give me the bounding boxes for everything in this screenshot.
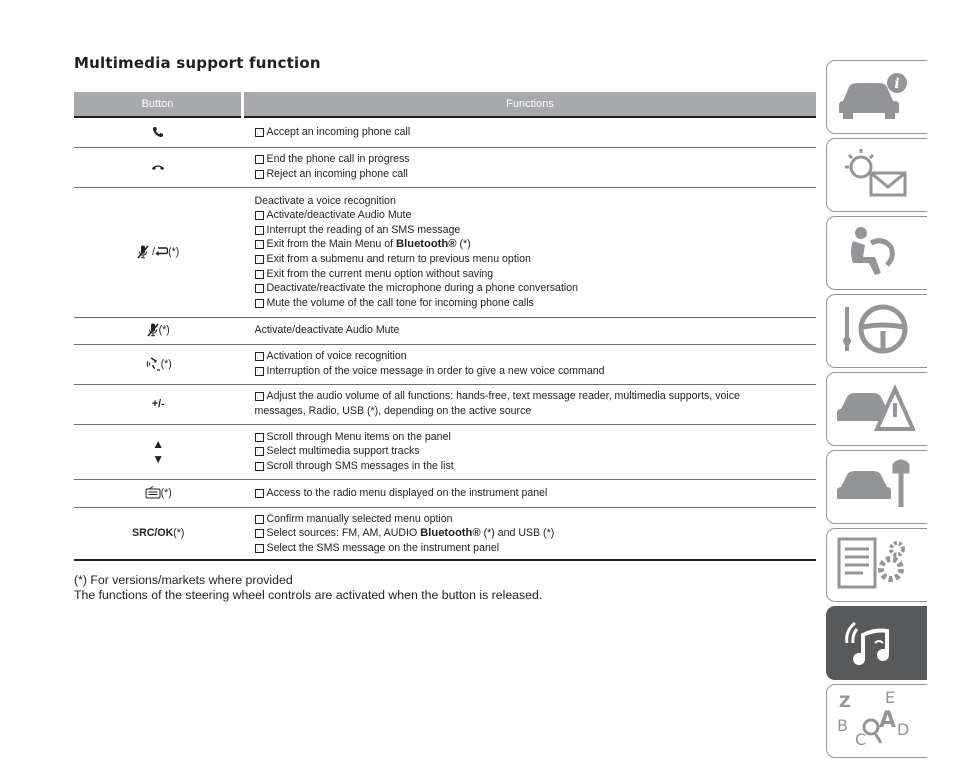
voice-recognition-icon — [145, 357, 161, 371]
footer-notes — [74, 573, 542, 603]
functions-cell — [243, 507, 817, 560]
arrow-up-icon: ▲ — [152, 436, 165, 451]
tab-emergency[interactable] — [826, 372, 927, 446]
tab-warning-lights[interactable] — [826, 138, 927, 212]
phone-accept-icon — [152, 126, 164, 138]
button-cell — [74, 317, 243, 344]
tab-car-info[interactable] — [826, 60, 927, 134]
versions-note: (*) — [160, 486, 172, 499]
text-span: Exit from the Main Menu of — [266, 238, 394, 251]
versions-note: (*) — [173, 527, 185, 540]
tab-multimedia[interactable] — [826, 606, 927, 680]
functions-cell — [243, 424, 817, 479]
versions-note: (*) — [459, 238, 471, 251]
volume-button-label: +/- — [151, 397, 165, 410]
list-item: Exit from the current menu option without saving — [255, 267, 817, 282]
mute-icon — [147, 323, 159, 337]
functions-cell — [243, 384, 817, 424]
list-item: Deactivate/reactivate the microphone during a phone conversation — [255, 281, 817, 296]
table-row — [74, 187, 816, 317]
return-icon — [155, 247, 168, 256]
list-item: Interruption of the voice message in order to give a new voice command — [255, 364, 817, 379]
mute-icon — [137, 245, 149, 259]
function-text: Activate/deactivate Audio Mute — [254, 324, 400, 337]
list-item: Scroll through SMS messages in the list — [255, 459, 817, 474]
tab-starting-driving[interactable] — [826, 294, 927, 368]
table-row — [74, 117, 816, 147]
button-cell — [74, 117, 243, 147]
functions-cell — [243, 147, 817, 187]
list-item: Activation of voice recognition — [255, 349, 817, 364]
header-functions: Functions — [243, 92, 817, 117]
list-item: Mute the volume of the call tone for incoming phone calls — [255, 296, 817, 311]
list-item: Adjust the audio volume of all functions: hands-free, text message reader, multimedia supports, voice — [255, 389, 817, 404]
functions-cell — [243, 317, 817, 344]
index-icon — [835, 691, 915, 749]
text-span: (*) and USB (*) — [483, 527, 555, 540]
warning-lights-icon — [835, 145, 915, 203]
table-row — [74, 384, 816, 424]
list-item: Select the SMS message on the instrument panel — [255, 541, 817, 556]
button-cell — [74, 147, 243, 187]
arrow-down-icon: ▼ — [152, 451, 165, 466]
list-item: Interrupt the reading of an SMS message — [255, 223, 817, 238]
header-button: Button — [74, 92, 243, 117]
table-row — [74, 147, 816, 187]
list-item-intro: Deactivate a voice recognition — [254, 194, 396, 207]
list-item-continued: messages, Radio, USB (*), depending on the active source — [254, 405, 532, 417]
tab-index[interactable] — [826, 684, 927, 758]
bluetooth-brand: Bluetooth® — [396, 238, 457, 251]
multimedia-icon — [835, 613, 915, 671]
src-ok-button-label: SRC/OK — [132, 527, 174, 540]
table-row — [74, 424, 816, 479]
list-item: Confirm manually selected menu option — [255, 512, 817, 527]
car-info-icon — [835, 67, 915, 125]
svg-text:C: C — [855, 730, 867, 749]
list-item: Reject an incoming phone call — [255, 167, 817, 182]
button-cell — [74, 424, 243, 479]
maintenance-icon — [835, 457, 915, 515]
button-cell — [74, 344, 243, 384]
technical-data-icon — [835, 535, 915, 593]
functions-table — [74, 92, 816, 561]
button-cell — [74, 507, 243, 560]
table-row — [74, 507, 816, 560]
button-cell — [74, 384, 243, 424]
slash-separator: / — [152, 245, 156, 258]
chapter-tabs — [826, 60, 928, 762]
list-item: Access to the radio menu displayed on the instrument panel — [255, 486, 817, 501]
functions-cell — [243, 187, 817, 317]
table-row — [74, 317, 816, 344]
list-item: Activate/deactivate Audio Mute — [255, 208, 817, 223]
list-item — [255, 526, 817, 541]
list-item: Select multimedia support tracks — [255, 444, 817, 459]
list-item — [255, 237, 817, 252]
functions-cell — [243, 117, 817, 147]
list-item: End the phone call in progress — [255, 152, 817, 167]
button-cell — [74, 479, 243, 507]
table-row — [74, 344, 816, 384]
svg-text:i: i — [894, 76, 900, 92]
radio-menu-icon — [145, 486, 161, 499]
steering-wheel-key-icon — [835, 301, 915, 359]
versions-note: (*) — [168, 245, 180, 258]
text-span: Select sources: FM, AM, AUDIO — [266, 527, 418, 540]
tab-maintenance[interactable] — [826, 450, 927, 524]
functions-cell — [243, 479, 817, 507]
svg-text:E: E — [885, 691, 896, 707]
phone-hangup-icon — [151, 163, 165, 171]
list-item: Scroll through Menu items on the panel — [255, 430, 817, 445]
button-cell — [74, 187, 243, 317]
emergency-icon — [835, 379, 915, 437]
svg-text:B: B — [837, 716, 848, 735]
tab-safety[interactable] — [826, 216, 927, 290]
versions-note: (*) — [160, 357, 172, 370]
table-header — [74, 92, 816, 117]
bluetooth-brand: Bluetooth® — [420, 527, 481, 540]
svg-text:A: A — [879, 708, 897, 733]
tab-technical-data[interactable] — [826, 528, 927, 602]
svg-text:Z: Z — [839, 692, 851, 711]
list-item: Accept an incoming phone call — [255, 125, 817, 140]
functions-cell — [243, 344, 817, 384]
versions-note: (*) — [158, 324, 170, 337]
footer-note: The functions of the steering wheel controls are activated when the button is released. — [74, 588, 543, 602]
page-title: Multimedia support function — [74, 54, 321, 72]
table-row — [74, 479, 816, 507]
list-item: Exit from a submenu and return to previous menu option — [255, 252, 817, 267]
svg-text:D: D — [897, 720, 910, 739]
seat-safety-icon — [835, 223, 915, 281]
footnote: (*) For versions/markets where provided — [74, 573, 293, 587]
